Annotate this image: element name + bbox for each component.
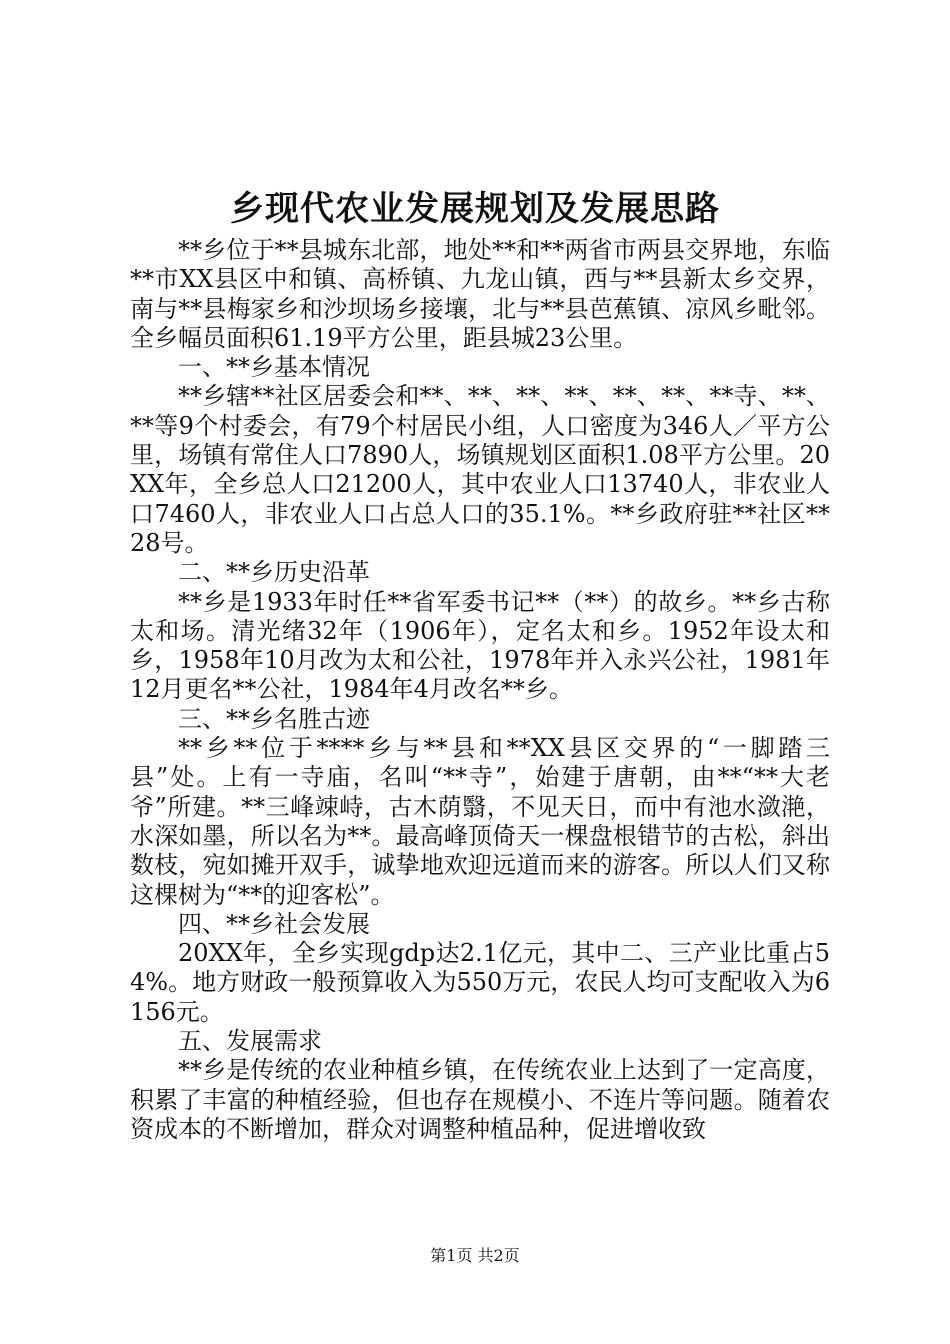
document-body: [130, 236, 830, 1144]
history-paragraph: **乡是1933年时任**省军委书记**（**）的故乡。**乡古称太和场。清光绪32年（1906年），定名太和乡。1952年设太和乡，1958年10月改为太和公社，1978年并入永兴公社，1981年12月更名**公社，1984年4月改名**乡。: [130, 587, 830, 704]
basic-info-paragraph: **乡辖**社区居委会和**、**、**、**、**、**、**寺、**、**等9个村委会，有79个村居民小组，人口密度为346人／平方公里，场镇有常住人口7890人，场镇规划区面积1.08平方公里。20XX年，全乡总人口21200人，其中农业人口13740人，非农业人口7460人，非农业人口占总人口的35.1%。**乡政府驻**社区**28号。: [130, 382, 830, 557]
section-heading-social-development: 四、**乡社会发展: [178, 909, 370, 938]
page-number-footer: 第1页 共2页: [430, 1246, 520, 1265]
social-development-paragraph: 20XX年，全乡实现gdp达2.1亿元，其中二、三产业比重占54%。地方财政一般预算收入为550万元，农民人均可支配收入为6156元。: [130, 939, 830, 1026]
section-heading-history: 二、**乡历史沿革: [178, 558, 370, 587]
document-title: 乡现代农业发展规划及发展思路: [230, 189, 720, 229]
section-heading-basic-info: 一、**乡基本情况: [178, 353, 370, 382]
scenic-sites-paragraph: **乡**位于****乡与**县和**XX县区交界的“一脚踏三县”处。上有一寺庙，名叫“**寺”，始建于唐朝，由**“**大老爷”所建。**三峰竦峙，古木荫翳，不见天日，而中有池水潋滟，水深如墨，所以名为**。最高峰顶倚天一棵盘根错节的古松，斜出数枝，宛如摊开双手，诚挚地欢迎远道而来的游客。所以人们又称这棵树为“**的迎客松”。: [130, 734, 830, 909]
development-needs-paragraph: **乡是传统的农业种植乡镇，在传统农业上达到了一定高度，积累了丰富的种植经验，但也存在规模小、不连片等问题。随着农资成本的不断增加，群众对调整种植品种，促进增收致: [130, 1056, 830, 1143]
section-heading-scenic-sites: 三、**乡名胜古迹: [178, 704, 370, 733]
section-heading-development-needs: 五、发展需求: [178, 1027, 322, 1056]
intro-paragraph: **乡位于**县城东北部，地处**和**两省市两县交界地，东临**市XX县区中和镇、高桥镇、九龙山镇，西与**县新太乡交界，南与**县梅家乡和沙坝场乡接壤，北与**县芭蕉镇、凉风乡毗邻。全乡幅员面积61.19平方公里，距县城23公里。: [130, 236, 830, 352]
